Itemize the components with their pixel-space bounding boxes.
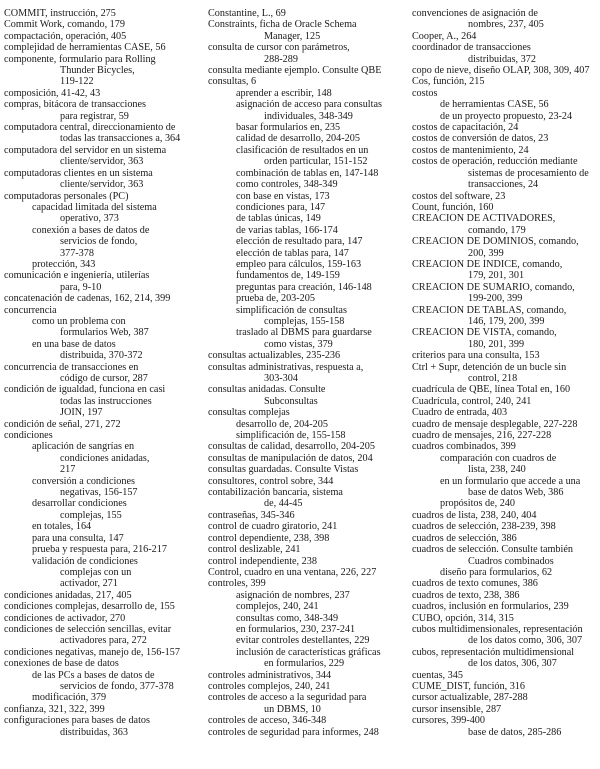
index-entry: consultas de calidad, desarrollo, 204-205 <box>208 441 375 453</box>
index-continuation: condiciones anidadas, <box>60 452 150 464</box>
index-continuation: control, 218 <box>468 373 518 384</box>
index-continuation: como vistas, 379 <box>264 338 333 350</box>
index-entry: CREACIÓN DE TABLAS, comando, <box>412 304 567 316</box>
index-continuation: todas las transacciones a, 364 <box>60 133 181 145</box>
index-subentry: aplicación de sangrías en <box>32 441 135 453</box>
index-continuation: 199-200, 399 <box>468 293 523 305</box>
index-subentry: propósitos de, 240 <box>440 498 515 510</box>
index-entry: Ctrl + Supr, detención de un bucle sin <box>412 361 567 373</box>
index-entry: controles de acceso a la seguridad para <box>208 692 367 704</box>
index-entry: CUBO, opción, 314, 315 <box>412 612 514 624</box>
index-subentry: desarrollo de, 204-205 <box>236 418 328 430</box>
index-continuation: 146, 179, 200, 399 <box>468 315 545 327</box>
index-entry: costos del software, 23 <box>412 190 506 202</box>
index-subentry: combinación de tablas en, 147-148 <box>236 167 379 179</box>
index-continuation: para registrar, 59 <box>60 110 129 122</box>
index-entry: condiciones de activador, 270 <box>4 612 126 624</box>
index-continuation: cliente/servidor, 363 <box>60 179 144 191</box>
index-entry: controles de seguridad para informes, 248 <box>208 726 379 738</box>
index-continuation: orden particular, 151-152 <box>264 156 368 168</box>
index-entry: CREACIÓN DE DOMINIOS, comando, <box>412 236 579 248</box>
index-entry: cuadros combinados, 399 <box>412 441 516 453</box>
index-entry: consultas anidadas. Consulte <box>208 384 326 396</box>
index-entry: contabilización bancaria, sistema <box>208 487 343 499</box>
index-subentry: en un formulario que accede a una <box>440 475 581 487</box>
index-subentry: desarrollar condiciones <box>32 498 127 510</box>
index-column-3 <box>412 8 600 738</box>
index-entry: costos de operación, reducción mediante <box>412 156 578 168</box>
index-entry: consulta de cursor con parámetros, <box>208 42 350 54</box>
index-subentry: asignación de nombres, 237 <box>236 589 350 601</box>
index-entry: composición, 41-42, 43 <box>4 87 101 99</box>
index-subentry: como controles, 348-349 <box>236 179 338 191</box>
index-continuation: servicios de fondo, 377-378 <box>60 680 174 692</box>
index-continuation: cliente/servidor, 363 <box>60 156 144 168</box>
index-subentry: aprender a escribir, 148 <box>236 87 332 99</box>
index-continuation: de los datos como, 306, 307 <box>468 635 583 647</box>
index-continuation: 179, 201, 301 <box>468 270 525 282</box>
index-subentry: simplificación de consultas <box>236 304 347 316</box>
index-continuation: 200, 399 <box>468 247 504 259</box>
index-continuation: individuales, 348-349 <box>264 110 353 122</box>
index-entry: COMMIT, instrucción, 275 <box>4 8 116 19</box>
index-entry: cuadro de mensaje desplegable, 227-228 <box>412 418 578 430</box>
index-entry: consulta mediante ejemplo. Consulte QBE <box>208 65 382 77</box>
index-subentry: elección de resultado para, 147 <box>236 236 363 248</box>
index-continuation: Manager, 125 <box>264 30 321 42</box>
index-column-1 <box>4 8 196 738</box>
index-subentry: basar formularios en, 235 <box>236 122 341 134</box>
index-continuation: Cuadros combinados <box>468 555 554 567</box>
index-continuation: complejas, 155 <box>60 509 122 521</box>
index-entry: cuentas, 345 <box>412 669 463 681</box>
index-continuation: negativas, 156-157 <box>60 487 138 499</box>
index-entry: computadora del servidor en un sistema <box>4 144 167 156</box>
index-entry: Cos, función, 215 <box>412 76 485 88</box>
index-subentry: clasificación de resultados en un <box>236 144 369 156</box>
index-entry: controles, 399 <box>208 578 266 590</box>
index-entry: coordinador de transacciones <box>412 42 531 54</box>
index-continuation: complejas con un <box>60 566 132 578</box>
index-subentry: capacidad limitada del sistema <box>32 201 157 213</box>
index-entry: costos de capacitación, 24 <box>412 122 519 134</box>
index-entry: condición de señal, 271, 272 <box>4 418 121 430</box>
index-subentry: comparación con cuadros de <box>440 452 557 464</box>
index-entry: CUME_DIST, función, 316 <box>412 680 525 692</box>
index-subentry: conexión a bases de datos de <box>32 224 150 236</box>
index-entry: cuadros de selección, 386 <box>412 532 517 544</box>
index-entry: copo de nieve, diseño OLAP, 308, 309, 407 <box>412 65 590 77</box>
index-entry: cubos multidimensionales, representación <box>412 623 583 635</box>
index-entry: cuadros de texto comunes, 386 <box>412 578 538 590</box>
index-continuation: código de cursor, 287 <box>60 373 148 384</box>
index-continuation: distribuidas, 372 <box>468 53 536 65</box>
index-entry: CREACIÓN DE ÍNDICE, comando, <box>412 258 563 270</box>
index-entry: cuadro de mensajes, 216, 227-228 <box>412 430 552 442</box>
index-entry: convenciones de asignación de <box>412 8 538 19</box>
index-subentry: preguntas para creación, 146-148 <box>236 281 372 293</box>
index-continuation: distribuida, 370-372 <box>60 350 143 362</box>
index-continuation: complejas, 155-158 <box>264 315 345 327</box>
index-entry: costos de mantenimiento, 24 <box>412 144 529 156</box>
index-continuation: lista, 238, 240 <box>468 464 526 476</box>
index-subentry: condiciones para, 147 <box>236 201 326 213</box>
index-continuation: Subconsultas <box>264 395 318 407</box>
index-subentry: prueba y respuesta para, 216-217 <box>32 544 167 556</box>
index-entry: condiciones anidadas, 217, 405 <box>4 589 132 601</box>
index-continuation: 303-304 <box>264 373 298 384</box>
index-entry: cuadros de lista, 238, 240, 404 <box>412 509 537 521</box>
index-entry: consultas guardadas. Consulte Vistas <box>208 464 359 476</box>
index-subentry: de tablas únicas, 149 <box>236 213 321 225</box>
index-entry: cuadros de texto, 238, 386 <box>412 589 520 601</box>
index-entry: CREACIÓN DE SUMARIO, comando, <box>412 281 575 293</box>
index-entry: Constantine, L., 69 <box>208 8 286 19</box>
index-entry: controles administrativos, 344 <box>208 669 332 681</box>
index-continuation: todas las instrucciones <box>60 395 152 407</box>
index-subentry: diseño para formularios, 62 <box>440 566 553 578</box>
index-continuation: activador, 271 <box>60 578 118 590</box>
index-continuation: comando, 179 <box>468 224 526 236</box>
index-entry: concatenación de cadenas, 162, 214, 399 <box>4 293 171 305</box>
index-entry: cursor actualizable, 287-288 <box>412 692 528 704</box>
index-entry: cursores, 399-400 <box>412 715 485 727</box>
index-entry: cuadros, inclusión en formularios, 239 <box>412 601 569 613</box>
index-subentry: de un proyecto propuesto, 23-24 <box>440 110 573 122</box>
index-entry: Cuadro de entrada, 403 <box>412 407 508 419</box>
index-entry: consultas administrativas, respuesta a, <box>208 361 364 373</box>
index-subentry: empleo para cálculos, 159-163 <box>236 258 362 270</box>
index-entry: criterios para una consulta, 153 <box>412 350 540 362</box>
index-entry: costos <box>412 87 438 99</box>
index-entry: consultas, 6 <box>208 76 257 88</box>
index-entry: cubos, representación multidimensional <box>412 646 575 658</box>
index-continuation: 180, 201, 399 <box>468 338 525 350</box>
index-subentry: de varias tablas, 166-174 <box>236 224 338 236</box>
index-entry: Commit Work, comando, 179 <box>4 19 125 31</box>
index-continuation: 288-289 <box>264 53 298 65</box>
index-subentry: con base en vistas, 173 <box>236 190 330 202</box>
index-subentry: como un problema con <box>32 315 126 327</box>
index-entry: computadoras personales (PC) <box>4 190 129 202</box>
index-subentry: en totales, 164 <box>32 521 92 533</box>
index-entry: condiciones <box>4 430 53 442</box>
index-subentry: calidad de desarrollo, 204-205 <box>236 133 360 145</box>
index-entry: control independiente, 238 <box>208 555 317 567</box>
index-entry: contraseñas, 345-346 <box>208 509 295 521</box>
index-continuation: servicios de fondo, <box>60 236 138 248</box>
index-entry: concurrencia de transacciones en <box>4 361 139 373</box>
index-subentry: inclusión de características gráficas <box>236 646 381 658</box>
index-continuation: Thunder Bicycles, <box>60 65 135 77</box>
index-subentry: elección de tablas para, 147 <box>236 247 349 259</box>
index-entry: control deslizable, 241 <box>208 544 301 556</box>
index-entry: controles de acceso, 346-348 <box>208 715 327 727</box>
index-entry: consultas actualizables, 235-236 <box>208 350 341 362</box>
index-entry: costos de conversión de datos, 23 <box>412 133 549 145</box>
index-entry: CREACIÓN DE VISTA, comando, <box>412 327 557 339</box>
index-continuation: de los datos, 306, 307 <box>468 658 557 670</box>
index-continuation: formularios Web, 387 <box>60 327 149 339</box>
index-continuation: operativo, 373 <box>60 213 119 225</box>
index-entry: cuadros de selección. Consulte también <box>412 544 573 556</box>
index-continuation: transacciones, 24 <box>468 179 539 191</box>
index-entry: comunicación e ingeniería, utilerías <box>4 270 150 282</box>
index-subentry: simplificación de, 155-158 <box>236 430 346 442</box>
index-entry: Cuadrícula, control, 240, 241 <box>412 395 532 407</box>
index-continuation: nombres, 237, 405 <box>468 19 544 31</box>
index-entry: confianza, 321, 322, 399 <box>4 703 105 715</box>
index-subentry: prueba de, 203-205 <box>236 293 315 305</box>
index-entry: configuraciones para bases de datos <box>4 715 150 727</box>
index-entry: complejidad de herramientas CASE, 56 <box>4 42 166 54</box>
index-subentry: protección, 343 <box>32 258 96 270</box>
index-continuation: activadores para, 272 <box>60 635 147 647</box>
index-subentry: conversión a condiciones <box>32 475 135 487</box>
index-entry: cuadrícula de QBE, línea Total en, 160 <box>412 384 571 396</box>
index-entry: concurrencia <box>4 304 57 316</box>
index-continuation: de, 44-45 <box>264 498 303 510</box>
index-subentry: en formularios, 230, 237-241 <box>236 623 356 635</box>
index-continuation: 377-378 <box>60 247 94 259</box>
index-column-2 <box>208 8 402 738</box>
index-entry: CREACIÓN DE ACTIVADORES, <box>412 213 556 225</box>
index-subentry: de herramientas CASE, 56 <box>440 99 549 111</box>
index-entry: control dependiente, 238, 398 <box>208 532 330 544</box>
index-entry: consultas complejas <box>208 407 290 419</box>
index-continuation: un DBMS, 10 <box>264 703 321 715</box>
index-subentry: de las PCs a bases de datos de <box>32 669 155 681</box>
index-entry: cuadros de selección, 238-239, 398 <box>412 521 556 533</box>
index-continuation: base de datos, 285-286 <box>468 726 562 738</box>
index-entry: condiciones de selección sencillas, evitar <box>4 623 172 635</box>
index-continuation: base de datos Web, 386 <box>468 487 564 499</box>
index-entry: cursor insensible, 287 <box>412 703 502 715</box>
index-subentry: validación de condiciones <box>32 555 138 567</box>
index-entry: Control, cuadro en una ventana, 226, 227 <box>208 566 377 578</box>
index-entry: Count, función, 160 <box>412 201 494 213</box>
index-subentry: complejos, 240, 241 <box>236 601 319 613</box>
index-subentry: traslado al DBMS para guardarse <box>236 327 372 339</box>
index-subentry: modificación, 379 <box>32 692 107 704</box>
index-entry: control de cuadro giratorio, 241 <box>208 521 338 533</box>
index-entry: consultas de manipulación de datos, 204 <box>208 452 373 464</box>
index-continuation: 217 <box>60 464 76 476</box>
index-subentry: evitar controles destellantes, 229 <box>236 635 370 647</box>
index-subentry: en una base de datos <box>32 338 116 350</box>
index-entry: computadoras clientes en un sistema <box>4 167 153 179</box>
index-entry: consultores, control sobre, 344 <box>208 475 334 487</box>
index-entry: Constraints, ficha de Oracle Schema <box>208 19 357 31</box>
index-continuation: para, 9-10 <box>60 281 102 293</box>
index-entry: controles complejos, 240, 241 <box>208 680 331 692</box>
index-entry: computadora central, direccionamiento de <box>4 122 176 134</box>
index-entry: compactación, operación, 405 <box>4 30 127 42</box>
index-entry: conexiones de base de datos <box>4 658 119 670</box>
index-subentry: para una consulta, 147 <box>32 532 124 544</box>
index-subentry: asignación de acceso para consultas <box>236 99 382 111</box>
index-subentry: fundamentos de, 149-159 <box>236 270 340 282</box>
index-entry: condición de igualdad, funciona en casi <box>4 384 166 396</box>
index-entry: condiciones negativas, manejo de, 156-157 <box>4 646 180 658</box>
index-continuation: JOIN, 197 <box>60 407 103 419</box>
index-entry: Cooper, A., 264 <box>412 30 477 42</box>
index-continuation: en formularios, 229 <box>264 658 345 670</box>
index-entry: condiciones complejas, desarrollo de, 155 <box>4 601 175 613</box>
index-subentry: consultas como, 348-349 <box>236 612 339 624</box>
index-entry: componente, formulario para Rolling <box>4 53 156 65</box>
index-entry: compras, bitácora de transacciones <box>4 99 146 111</box>
index-continuation: 119-122 <box>60 76 94 88</box>
index-continuation: distribuidas, 363 <box>60 726 128 738</box>
index-continuation: sistemas de procesamiento de <box>468 167 589 179</box>
